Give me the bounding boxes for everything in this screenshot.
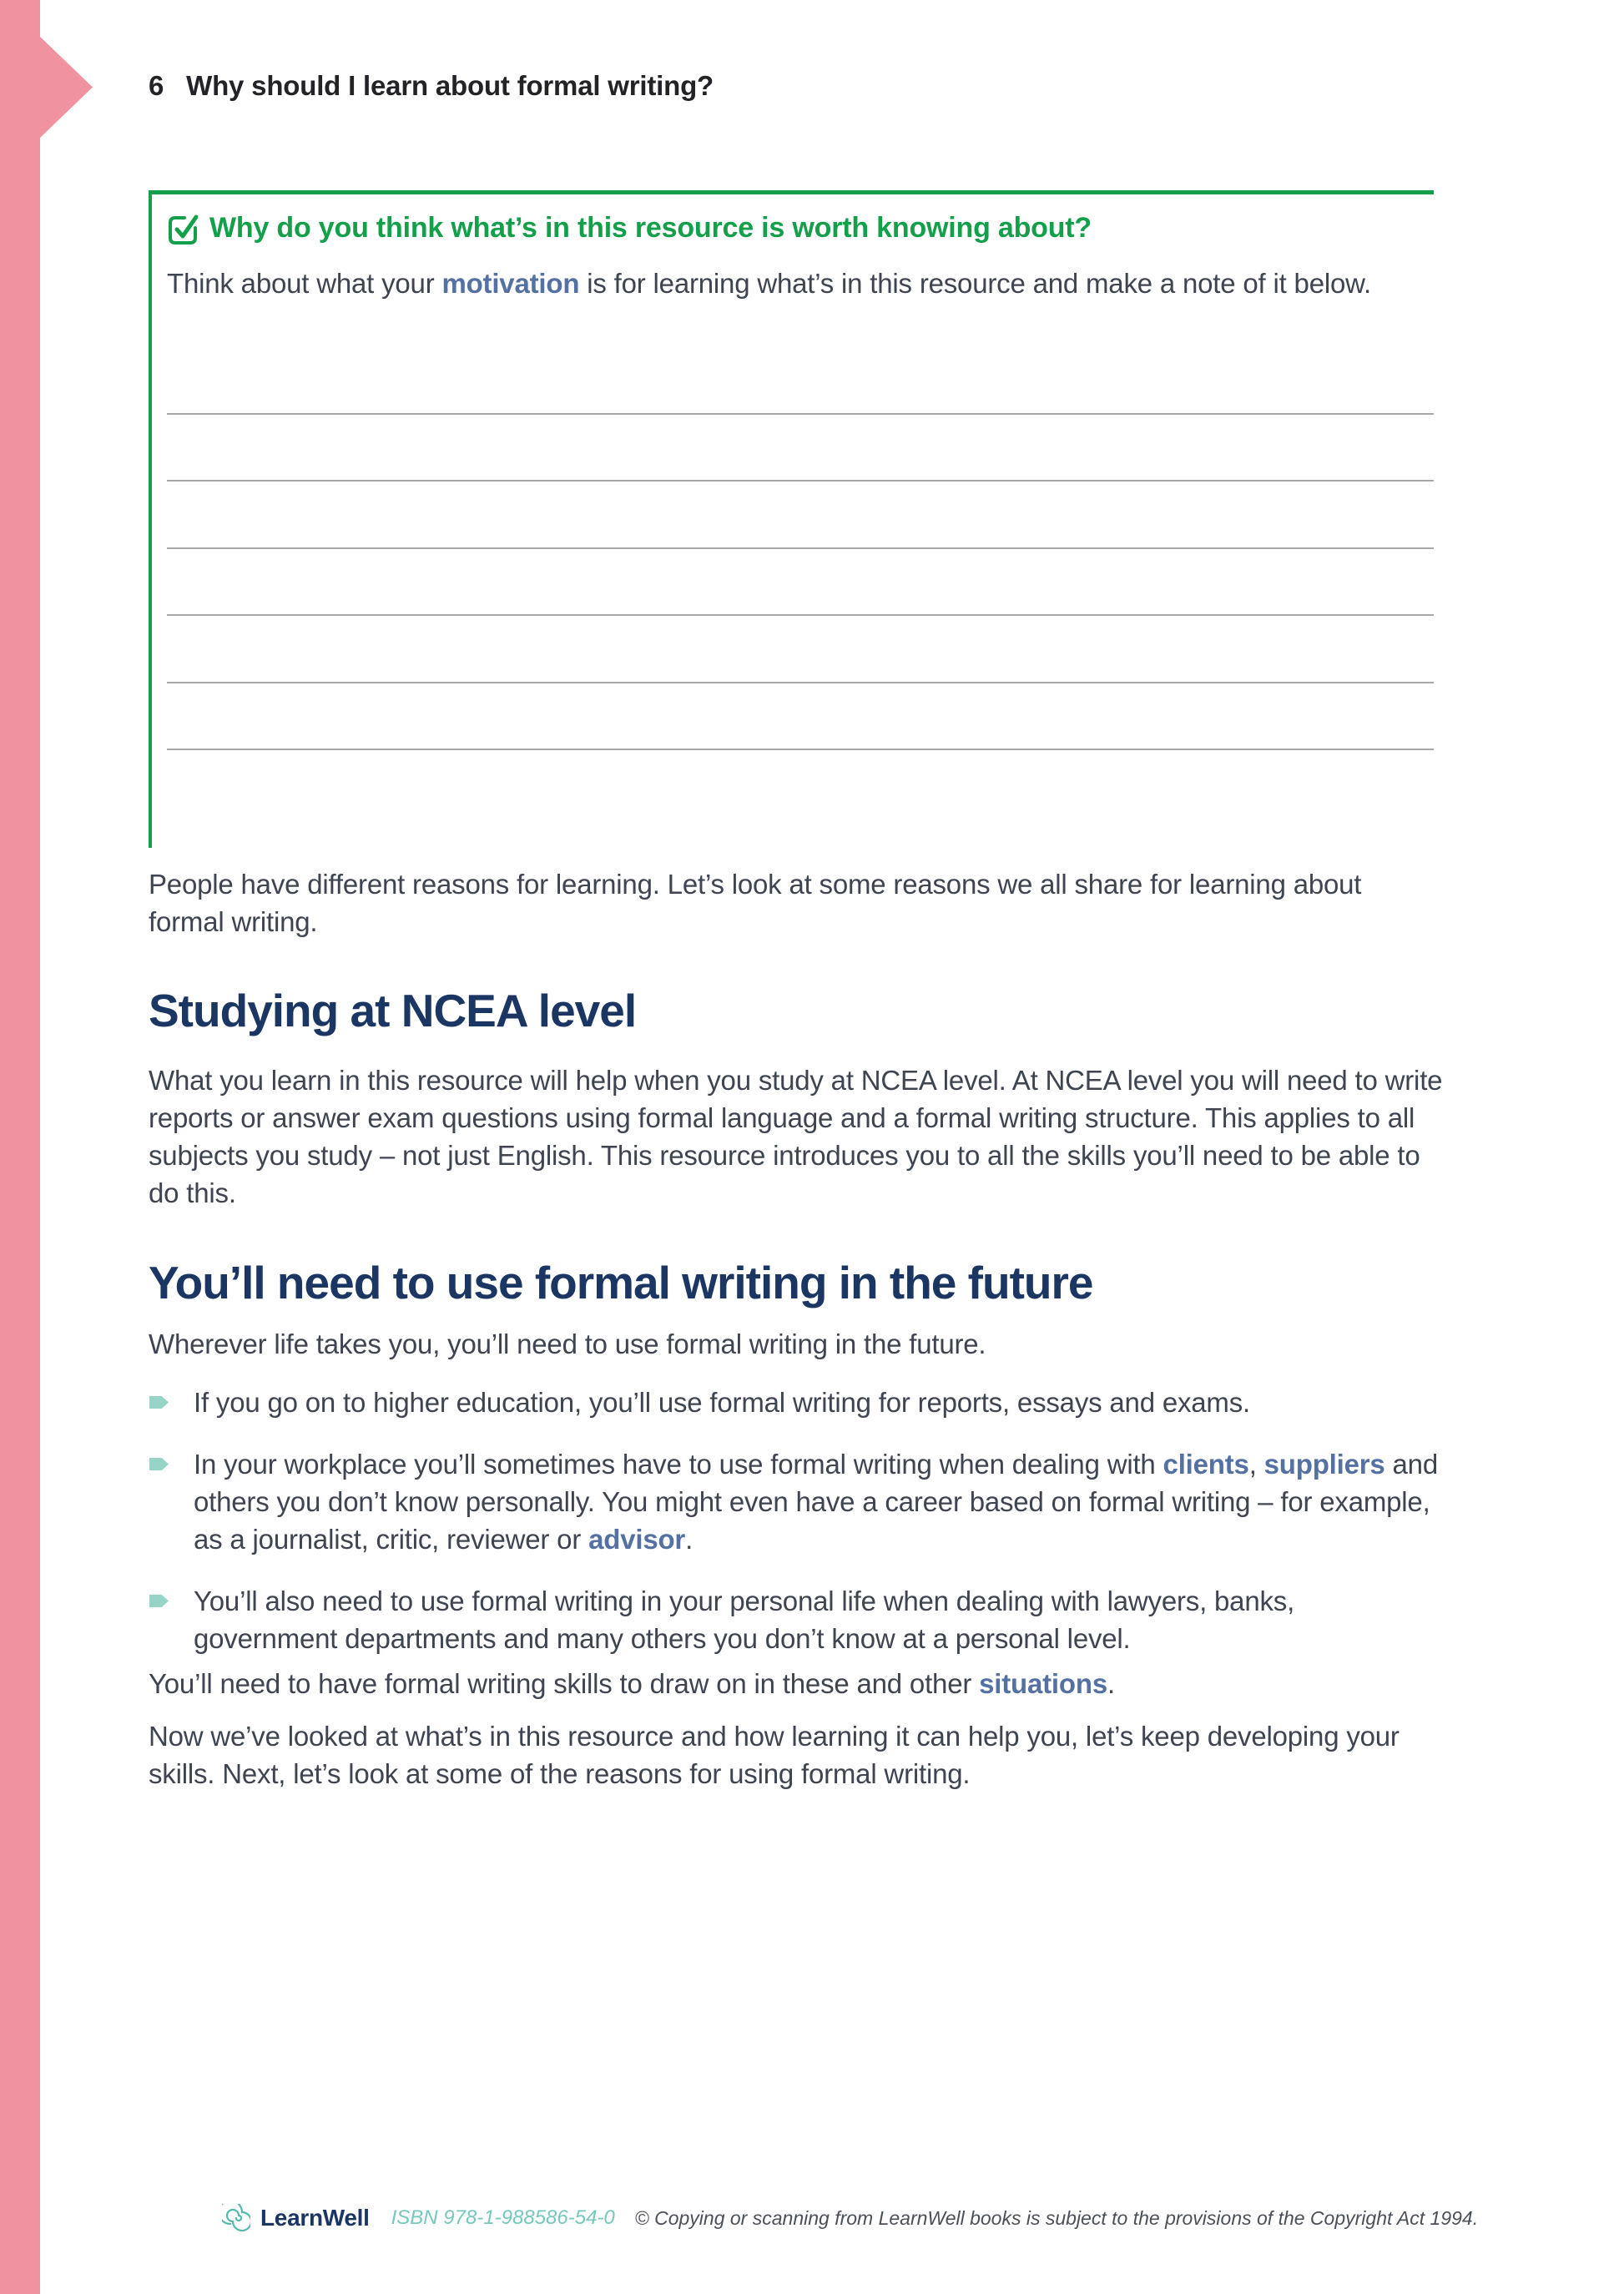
page-margin-arrow-icon: [39, 36, 93, 139]
checkbox-check-icon: [167, 211, 199, 246]
activity-heading-text: Why do you think what’s in this resource is worth knowing about?: [209, 212, 1092, 244]
activity-heading: [167, 209, 1400, 246]
bullet-text: You’ll also need to use formal writing in your personal life when dealing with lawyers, banks, government departments and many others you don’t know at a personal level.: [194, 1586, 1295, 1654]
writing-line: [167, 413, 1434, 415]
section-heading-ncea: Studying at NCEA level: [149, 985, 637, 1036]
closing-paragraph: Now we’ve looked at what’s in this resource and how learning it can help you, let’s keep developing your skills. Next, let’s look at some of the reasons for using formal writing.: [149, 1721, 1400, 1789]
bullet-arrow-icon: [149, 1595, 169, 1607]
bullet-list: [149, 1384, 1444, 1681]
copyright-text: © Copying or scanning from LearnWell books is subject to the provisions of the Copyright Act 1994.: [634, 2206, 1479, 2229]
section-heading-future: You’ll need to use formal writing in the future: [149, 1257, 1093, 1308]
activity-box: [149, 190, 1434, 848]
page-margin-band: [0, 0, 40, 2294]
page-title: Why should I learn about formal writing?: [186, 70, 714, 101]
writing-line: [167, 547, 1434, 549]
footer: [222, 2201, 1478, 2235]
writing-line: [167, 480, 1434, 481]
bullet-item: [149, 1445, 1444, 1558]
bullet-item: [149, 1384, 1444, 1421]
bullet-item: [149, 1582, 1444, 1657]
isbn-text: ISBN 978-1-988586-54-0: [391, 2206, 615, 2229]
brand-name: LearnWell: [260, 2205, 370, 2231]
ncea-paragraph: What you learn in this resource will help when you study at NCEA level. At NCEA level you will need to write reports or answer exam questions using formal language and a formal writing structure. This applies to all subjects you study – not just English. This resource introduces you to all the skills you’ll need to be able to do this.: [149, 1065, 1443, 1208]
bullet-text: In your workplace you’ll sometimes have to use formal writing when dealing with clients, suppliers and others you don’t know personally. You might even have a career based on formal writing – for example, as a journalist, critic, reviewer or advisor.: [194, 1449, 1438, 1555]
learnwell-spiral-logo: [222, 2204, 250, 2232]
outro-paragraph: You’ll need to have formal writing skills to draw on in these and other situations.: [149, 1668, 1115, 1699]
writing-line: [167, 614, 1434, 616]
page-number: 6: [149, 70, 164, 101]
writing-line: [167, 749, 1434, 750]
future-intro-paragraph: Wherever life takes you, you’ll need to use formal writing in the future.: [149, 1329, 986, 1359]
activity-instructions: Think about what your motivation is for learning what’s in this resource and make a note of it below.: [167, 268, 1371, 299]
bullet-arrow-icon: [149, 1458, 169, 1470]
bullet-arrow-icon: [149, 1396, 169, 1409]
running-head: [149, 70, 714, 102]
bullet-text: If you go on to higher education, you’ll use formal writing for reports, essays and exams.: [194, 1387, 1250, 1418]
writing-line: [167, 682, 1434, 683]
intro-paragraph: People have different reasons for learning. Let’s look at some reasons we all share for learning about formal writing.: [149, 869, 1362, 937]
